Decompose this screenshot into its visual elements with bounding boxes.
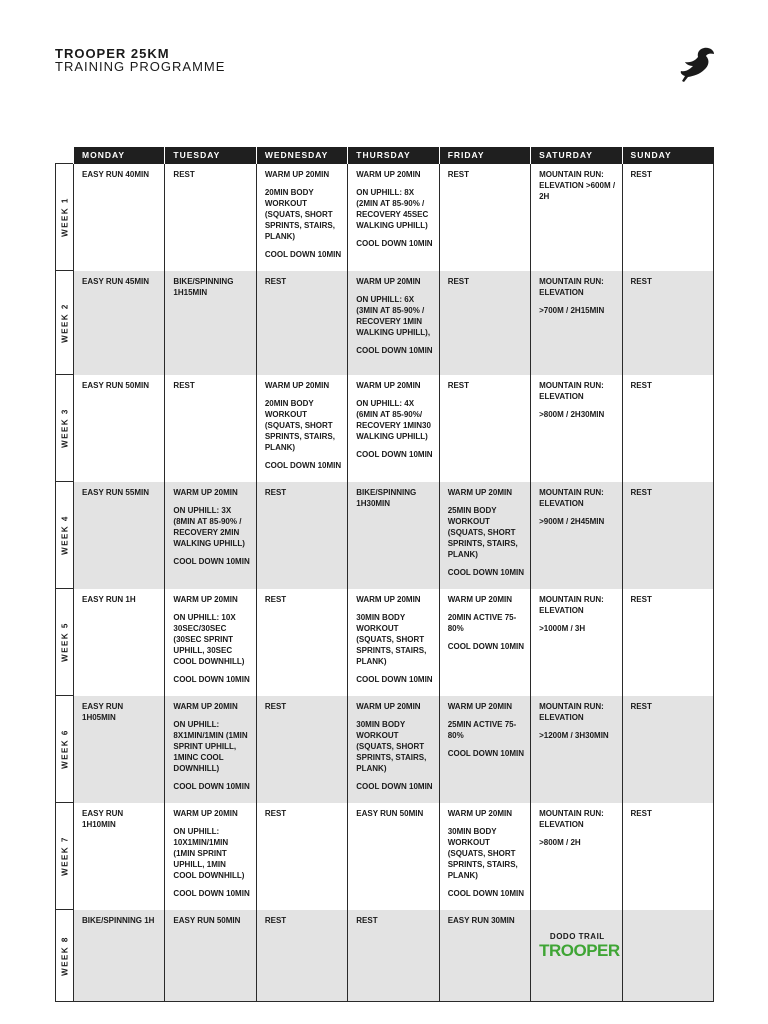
dodo-trail-logo xyxy=(539,931,620,960)
session-text: WARM UP 20MIN xyxy=(264,169,330,179)
session-text: COOL DOWN 10MIN xyxy=(356,781,433,791)
session-cell xyxy=(256,482,347,589)
session-cell xyxy=(74,375,165,482)
session-text: >900M / 2H45MIN xyxy=(539,516,605,526)
session-cell xyxy=(622,164,713,271)
session-text: COOL DOWN 10MIN xyxy=(173,781,250,791)
week-label: WEEK 7 xyxy=(60,836,69,876)
session-cell xyxy=(622,803,713,910)
week-label: WEEK 3 xyxy=(60,408,69,448)
week-label: WEEK 4 xyxy=(60,515,69,555)
session-text: WARM UP 20MIN xyxy=(356,380,421,390)
session-text: COOL DOWN 10MIN xyxy=(356,674,433,684)
session-text: COOL DOWN 10MIN xyxy=(173,556,250,566)
session-cell xyxy=(165,164,256,271)
session-text: REST xyxy=(630,276,652,286)
session-text: WARM UP 20MIN xyxy=(447,487,512,497)
logo-top-text: DODO TRAIL xyxy=(549,931,605,941)
session-text: COOL DOWN 10MIN xyxy=(264,249,342,259)
week-row xyxy=(56,803,714,910)
session-text: EASY RUN 50MIN xyxy=(173,915,241,925)
session-text: REST xyxy=(447,380,470,390)
session-text: REST xyxy=(630,487,652,497)
session-cell xyxy=(622,271,713,375)
session-text: REST xyxy=(264,808,287,818)
day-header: SUNDAY xyxy=(622,147,713,164)
session-cell xyxy=(74,164,165,271)
week-row xyxy=(56,164,714,271)
session-text: REST xyxy=(630,169,652,179)
session-text: >800M / 2H xyxy=(539,837,581,847)
day-header: SATURDAY xyxy=(531,147,622,164)
session-cell xyxy=(165,271,256,375)
session-cell xyxy=(256,803,347,910)
session-cell xyxy=(439,164,530,271)
session-text: REST xyxy=(264,487,287,497)
session-cell xyxy=(531,696,622,803)
session-cell xyxy=(531,589,622,696)
session-text: ON UPHILL: 10X1MIN/1MIN (1MIN SPRINT UPHILL, 1MIN COOL DOWNHILL) xyxy=(173,826,245,880)
session-cell xyxy=(439,589,530,696)
session-cell xyxy=(622,375,713,482)
session-text: WARM UP 20MIN xyxy=(356,701,421,711)
session-text: REST xyxy=(264,701,287,711)
session-text: ON UPHILL: 4X (6MIN AT 85-90%/ RECOVERY 1MIN30 WALKING UPHILL) xyxy=(356,398,431,441)
session-text: MOUNTAIN RUN: ELEVATION xyxy=(539,808,604,829)
session-text: EASY RUN 30MIN xyxy=(447,915,515,925)
session-text: COOL DOWN 10MIN xyxy=(447,567,524,577)
session-text: BIKE/SPINNING 1H xyxy=(82,915,155,925)
session-text: REST xyxy=(264,594,287,604)
session-cell xyxy=(74,696,165,803)
day-header: THURSDAY xyxy=(348,147,439,164)
session-text: 30MIN BODY WORKOUT (SQUATS, SHORT SPRINTS, STAIRS, PLANK) xyxy=(447,826,518,880)
session-text: ON UPHILL: 10X 30SEC/30SEC (30SEC SPRINT UPHILL, 30SEC COOL DOWNHILL) xyxy=(173,612,245,666)
session-text: REST xyxy=(630,808,652,818)
week-label: WEEK 6 xyxy=(60,729,69,769)
session-text: 25MIN BODY WORKOUT (SQUATS, SHORT SPRINTS, STAIRS, PLANK) xyxy=(447,505,518,559)
week-label: WEEK 1 xyxy=(60,197,69,237)
session-text: REST xyxy=(447,169,470,179)
week-label-cell xyxy=(56,482,74,589)
session-text: COOL DOWN 10MIN xyxy=(447,641,524,651)
session-cell xyxy=(439,271,530,375)
week-row xyxy=(56,696,714,803)
session-cell xyxy=(348,482,439,589)
week-label: WEEK 8 xyxy=(60,935,69,976)
session-text: WARM UP 20MIN xyxy=(447,701,512,711)
session-cell xyxy=(439,482,530,589)
week-label: WEEK 2 xyxy=(60,302,69,343)
session-text: 20MIN ACTIVE 75-80% xyxy=(447,612,517,633)
week-label-cell xyxy=(56,164,74,271)
session-text: WARM UP 20MIN xyxy=(173,808,238,818)
session-cell xyxy=(531,910,622,1002)
session-text: MOUNTAIN RUN: ELEVATION xyxy=(539,701,604,722)
session-cell xyxy=(531,375,622,482)
session-text: 20MIN BODY WORKOUT (SQUATS, SHORT SPRINTS, STAIRS, PLANK) xyxy=(264,187,335,241)
session-text: EASY RUN 55MIN xyxy=(82,487,149,497)
session-text: COOL DOWN 10MIN xyxy=(356,345,433,355)
week-row xyxy=(56,375,714,482)
session-cell xyxy=(531,803,622,910)
week-row xyxy=(56,271,714,375)
session-text: ON UPHILL: 8X (2MIN AT 85-90% / RECOVERY 45SEC WALKING UPHILL) xyxy=(356,187,429,230)
session-text: EASY RUN 50MIN xyxy=(82,380,149,390)
week-row xyxy=(56,482,714,589)
session-cell xyxy=(439,803,530,910)
session-text: REST xyxy=(447,276,470,286)
session-cell xyxy=(622,482,713,589)
session-text: BIKE/SPINNING 1H30MIN xyxy=(356,487,417,508)
session-text: EASY RUN 40MIN xyxy=(82,169,149,179)
session-cell xyxy=(165,696,256,803)
session-cell xyxy=(256,696,347,803)
session-text: 30MIN BODY WORKOUT (SQUATS, SHORT SPRINTS, STAIRS, PLANK) xyxy=(356,719,427,773)
session-cell xyxy=(74,271,165,375)
session-text: >1200M / 3H30MIN xyxy=(539,730,609,740)
session-cell xyxy=(165,375,256,482)
session-cell xyxy=(348,271,439,375)
session-cell xyxy=(622,910,713,1002)
session-text: WARM UP 20MIN xyxy=(173,487,238,497)
session-text: REST xyxy=(173,380,195,390)
page-title: TROOPER 25KM xyxy=(55,46,170,61)
session-text: MOUNTAIN RUN: ELEVATION xyxy=(539,380,604,401)
session-text: EASY RUN 1H10MIN xyxy=(82,808,124,829)
session-cell xyxy=(74,803,165,910)
day-header: WEDNESDAY xyxy=(256,147,347,164)
session-cell xyxy=(348,375,439,482)
session-cell xyxy=(348,164,439,271)
session-text: 20MIN BODY WORKOUT (SQUATS, SHORT SPRINTS, STAIRS, PLANK) xyxy=(264,398,335,452)
day-header: FRIDAY xyxy=(439,147,530,164)
week-row xyxy=(56,910,714,1002)
week-row xyxy=(56,589,714,696)
session-cell xyxy=(74,482,165,589)
session-text: MOUNTAIN RUN: ELEVATION >600M / 2H xyxy=(539,169,616,201)
session-text: COOL DOWN 10MIN xyxy=(356,449,433,459)
session-cell xyxy=(165,482,256,589)
session-cell xyxy=(531,164,622,271)
day-header: TUESDAY xyxy=(165,147,256,164)
session-text: COOL DOWN 10MIN xyxy=(173,888,250,898)
session-text: WARM UP 20MIN xyxy=(173,701,238,711)
session-cell xyxy=(531,271,622,375)
session-text: MOUNTAIN RUN: ELEVATION xyxy=(539,594,604,615)
week-label-cell xyxy=(56,803,74,910)
session-cell xyxy=(439,696,530,803)
session-text: REST xyxy=(264,915,287,925)
session-cell xyxy=(622,589,713,696)
session-text: WARM UP 20MIN xyxy=(447,808,512,818)
session-text: MOUNTAIN RUN: ELEVATION xyxy=(539,276,604,297)
session-cell xyxy=(439,910,530,1002)
session-text: COOL DOWN 10MIN xyxy=(447,888,524,898)
session-cell xyxy=(256,375,347,482)
page-subtitle: TRAINING PROGRAMME xyxy=(55,59,226,74)
dodo-bird-icon xyxy=(676,44,716,84)
session-text: ON UPHILL: 8X1MIN/1MIN (1MIN SPRINT UPHILL, 1MINC COOL DOWNHILL) xyxy=(173,719,248,773)
week-label-cell xyxy=(56,375,74,482)
header-corner xyxy=(56,147,74,164)
session-text: WARM UP 20MIN xyxy=(447,594,512,604)
session-cell xyxy=(348,696,439,803)
session-text: REST xyxy=(630,701,652,711)
session-cell xyxy=(165,589,256,696)
session-cell xyxy=(165,910,256,1002)
week-label-cell xyxy=(56,271,74,375)
session-cell xyxy=(165,803,256,910)
session-text: WARM UP 20MIN xyxy=(356,169,421,179)
session-text: WARM UP 20MIN xyxy=(356,276,421,286)
session-text: REST xyxy=(264,276,287,286)
session-cell xyxy=(348,803,439,910)
session-text: 25MIN ACTIVE 75-80% xyxy=(447,719,517,740)
session-text: ON UPHILL: 3X (8MIN AT 85-90% / RECOVERY 2MIN WALKING UPHILL) xyxy=(173,505,245,548)
session-text: >1000M / 3H xyxy=(539,623,586,633)
session-text: EASY RUN 1H05MIN xyxy=(82,701,124,722)
session-text: REST xyxy=(173,169,195,179)
session-cell xyxy=(348,910,439,1002)
session-text: EASY RUN 1H xyxy=(82,594,136,604)
session-cell xyxy=(348,589,439,696)
session-text: WARM UP 20MIN xyxy=(356,594,421,604)
day-header-row xyxy=(56,147,714,164)
week-label-cell xyxy=(56,589,74,696)
session-text: ON UPHILL: 6X (3MIN AT 85-90% / RECOVERY 1MIN WALKING UPHILL), xyxy=(356,294,431,337)
session-cell xyxy=(256,164,347,271)
session-cell xyxy=(74,589,165,696)
session-text: COOL DOWN 10MIN xyxy=(356,238,433,248)
session-text: REST xyxy=(630,380,652,390)
week-label-cell xyxy=(56,696,74,803)
session-text: MOUNTAIN RUN: ELEVATION xyxy=(539,487,604,508)
session-text: COOL DOWN 10MIN xyxy=(173,674,250,684)
session-text: EASY RUN 45MIN xyxy=(82,276,149,286)
session-cell xyxy=(256,589,347,696)
session-text: REST xyxy=(356,915,378,925)
day-header: MONDAY xyxy=(74,147,165,164)
session-text: >800M / 2H30MIN xyxy=(539,409,605,419)
week-label: WEEK 5 xyxy=(60,622,69,662)
session-text: REST xyxy=(630,594,652,604)
week-label-cell xyxy=(56,910,74,1002)
session-text: EASY RUN 50MIN xyxy=(356,808,424,818)
session-cell xyxy=(256,910,347,1002)
session-text: 30MIN BODY WORKOUT (SQUATS, SHORT SPRINTS, STAIRS, PLANK) xyxy=(356,612,427,666)
session-text: WARM UP 20MIN xyxy=(173,594,238,604)
session-text: COOL DOWN 10MIN xyxy=(447,748,524,758)
session-cell xyxy=(439,375,530,482)
session-text: COOL DOWN 10MIN xyxy=(264,460,342,470)
logo-bottom-text: TROOPER xyxy=(539,940,620,960)
session-cell xyxy=(531,482,622,589)
session-text: >700M / 2H15MIN xyxy=(539,305,605,315)
session-cell xyxy=(622,696,713,803)
session-cell xyxy=(256,271,347,375)
session-cell xyxy=(74,910,165,1002)
training-table xyxy=(55,147,714,1002)
session-text: BIKE/SPINNING 1H15MIN xyxy=(173,276,234,297)
session-text: WARM UP 20MIN xyxy=(264,380,330,390)
